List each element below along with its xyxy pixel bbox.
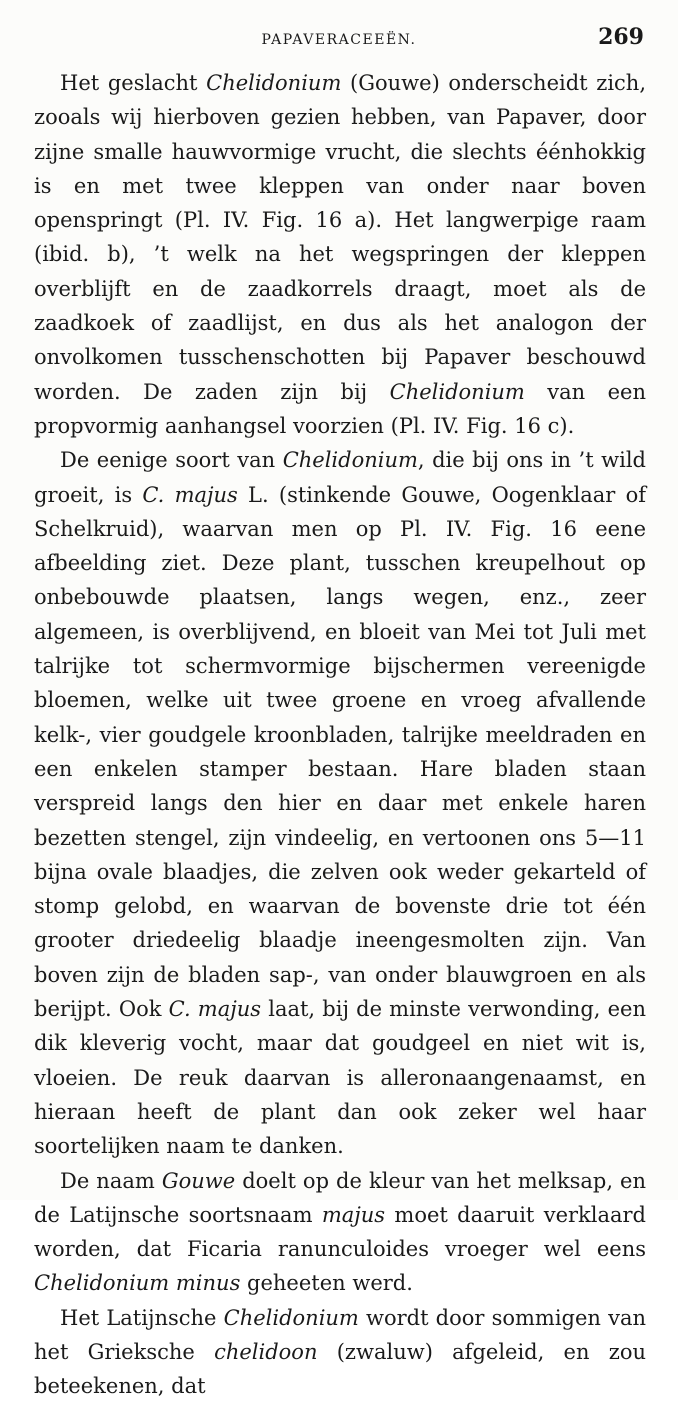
text-run: wordt door sommigen van het Grieksche — [34, 1305, 646, 1364]
text-run: De naam — [60, 1168, 162, 1193]
italic-term: Chelidonium minus — [34, 1271, 241, 1296]
running-title: PAPAVERACEEËN. — [261, 32, 417, 48]
text-run: doelt op de kleur van het melksap, en de Latijnsche soortsnaam — [34, 1168, 646, 1227]
italic-term: majus — [321, 1202, 386, 1227]
italic-term: Chelidonium — [206, 71, 342, 95]
paragraph — [34, 443, 646, 1163]
text-run: van een propvormig aanhangsel voorzien (Pl. IV. Fig. 16 c). — [34, 379, 646, 438]
italic-term: C. majus — [142, 482, 238, 507]
text-run: moet daaruit verklaard worden, dat Ficaria ranunculoides vroeger wel eens — [34, 1202, 646, 1262]
page-number: 269 — [598, 24, 644, 50]
paragraph — [34, 66, 646, 443]
text-run: De eenige soort van — [60, 448, 283, 473]
text-run: (Gouwe) onderscheidt zich, zooals wij hierboven gezien hebben, van Papaver, door zijne smalle hauwvormige vrucht, die slechts éénhokkig is en met twee kleppen van onder naar boven openspringt (Pl. IV. Fig. 16 a). Het langwerpige raam (ibid. b), ’t welk na het wegspringen der kleppen overblijft en de zaadkorrels draagt, moet als de zaadkoek of zaadlijst, en dus als het analogon der onvolkomen tusschenschotten bij Papaver beschouwd worden. De zaden zijn bij — [34, 71, 647, 404]
text-run: , die bij ons in ’t wild groeit, is — [34, 448, 646, 507]
text-run: Het geslacht — [60, 71, 207, 95]
body-text — [34, 66, 646, 1404]
italic-term: C. majus — [168, 997, 262, 1022]
page-header — [34, 22, 644, 58]
italic-term: Chelidonium — [223, 1305, 359, 1330]
text-run: laat, bij de minste verwonding, een dik kleverig vocht, maar dat goudgeel en niet wit is, vloeien. De reuk daarvan is alleronaangenaamst, en hieraan heeft de plant dan ook zeker wel haar soortelijken naam te danken. — [34, 997, 646, 1159]
italic-term: Chelidonium — [282, 448, 418, 473]
paragraph — [34, 1301, 646, 1404]
paragraph — [34, 1164, 646, 1301]
italic-term: Gouwe — [161, 1168, 236, 1193]
text-run: geheeten werd. — [240, 1271, 413, 1296]
text-run: Het Latijnsche — [60, 1305, 224, 1330]
text-run: L. (stinkende Gouwe, Oogenklaar of Schelkruid), waarvan men op Pl. IV. Fig. 16 eene afbeelding ziet. Deze plant, tusschen kreupelhout op onbebouwde plaatsen, langs wegen, enz., zeer algemeen, is overblijvend, en bloeit van Mei tot Juli met talrijke tot schermvormige bijschermen vereenigde bloemen, welke uit twee groene en vroeg afvallende kelk-, vier goudgele kroonbladen, talrijke meeldraden en een enkelen stamper bestaan. Hare bladen staan verspreid langs den hier en daar met enkele haren bezetten stengel, zijn vindeelig, en vertoonen ons 5—11 bijna ovale blaadjes, die zelven ook weder gekarteld of stomp gelobd, en waarvan de bovenste drie tot één grooter driedeelig blaadje ineengesmolten zijn. Van boven zijn de bladen sap-, van onder blauwgroen en als berijpt. Ook — [34, 482, 646, 1022]
italic-term: Chelidonium — [389, 379, 525, 404]
text-run: (zwaluw) afgeleid, en zou beteekenen, dat — [34, 1339, 646, 1399]
italic-term: chelidoon — [214, 1339, 318, 1364]
